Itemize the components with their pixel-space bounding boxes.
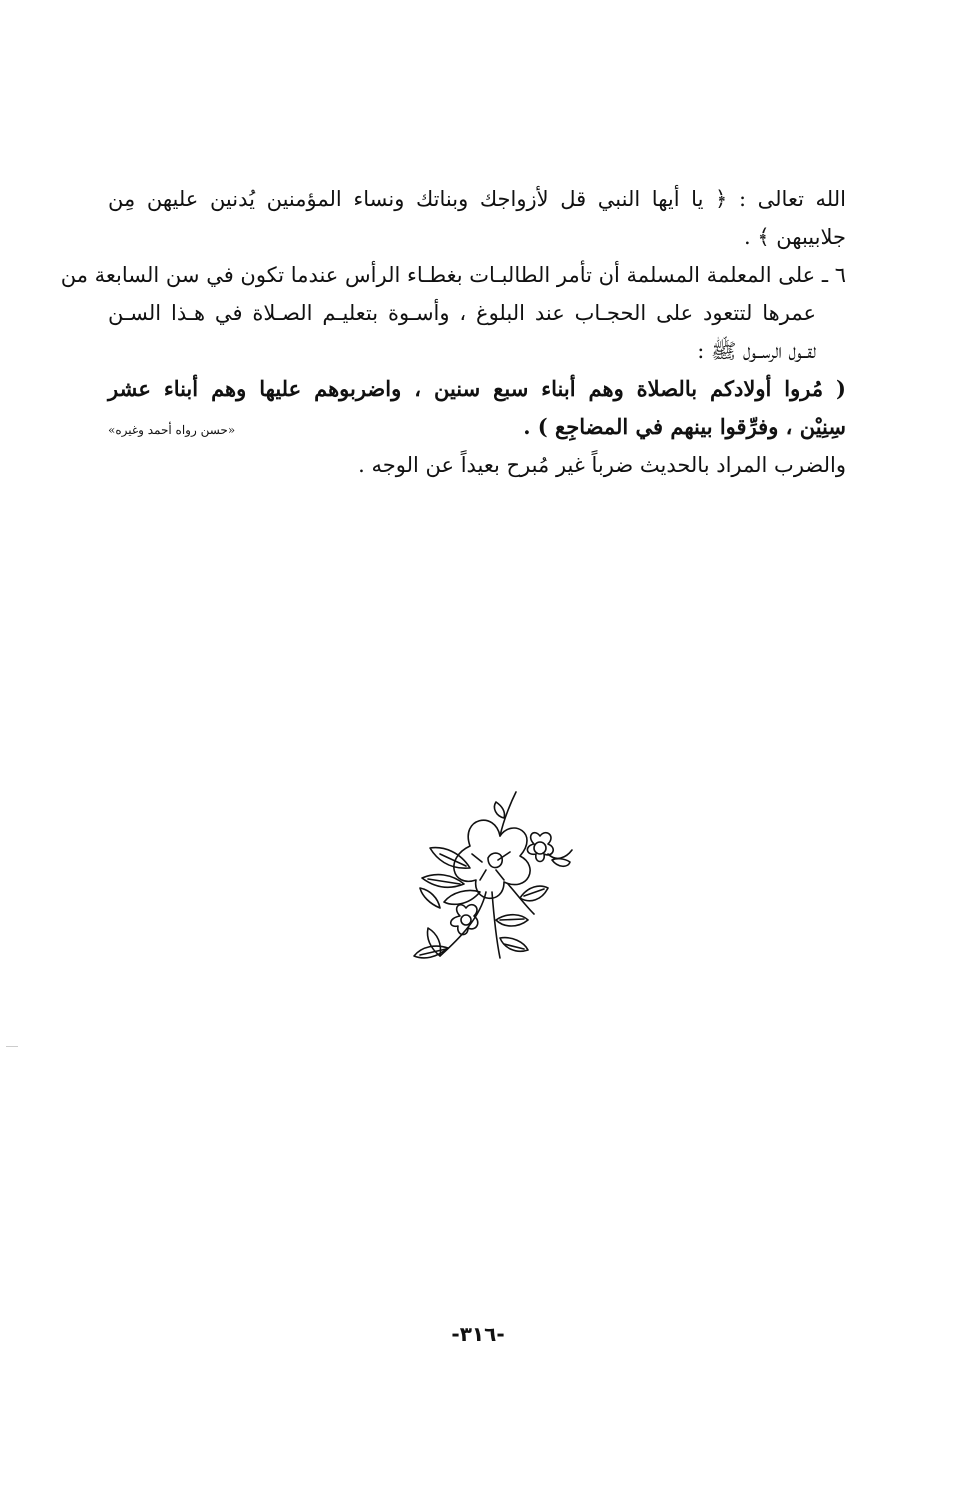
quran-verse-line-2: جلابيبهن ﴾ . <box>743 225 846 249</box>
explanation-line: والضرب المراد بالحديث ضرباً غير مُبرح بعيداً عن الوجه . <box>358 453 846 477</box>
hadith-line-2: سِنِيْن ، وفرِّقوا بينهم في المضاجِع ) . <box>523 414 846 439</box>
hadith-line-2-row <box>108 408 846 446</box>
quran-verse-line-1: الله تعالى : ﴿ يا أيها النبي قل لأزواجك وبناتك ونساء المؤمنين يُدنين عليهن مِن <box>108 187 846 211</box>
body-text <box>60 180 846 484</box>
hadith-source-note: «حسن رواه أحمد وغيره» <box>108 423 236 437</box>
scan-edge-mark <box>6 1046 18 1047</box>
point-six-line-1: ٦ ـ على المعلمة المسلمة أن تأمر الطالبـات بغطـاء الرأس عندما تكون في سن السابعة من <box>60 263 846 287</box>
floral-bouquet-icon <box>400 788 580 968</box>
page-number: -٣١٦- <box>451 1322 505 1346</box>
point-six-line-3: لقــول الرســول ﷺ : <box>697 339 816 363</box>
hadith-line-1: ( مُروا أولادكم بالصلاة وهم أبناء سبع سنين ، واضربوهم عليها وهم أبناء عشر <box>108 376 846 401</box>
point-six-line-2: عمرها لتتعود على الحجـاب عند البلوغ ، وأسـوة بتعليـم الصـلاة في هـذا السـن <box>108 301 816 325</box>
